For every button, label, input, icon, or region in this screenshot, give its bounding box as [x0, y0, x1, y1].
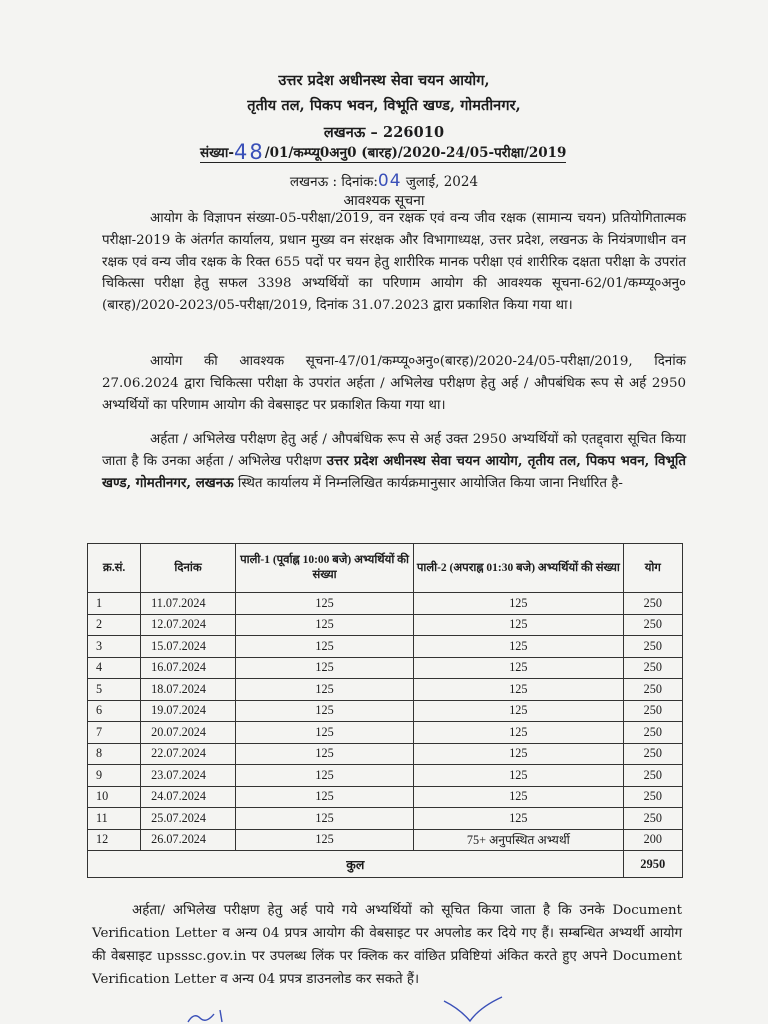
date-prefix: लखनऊ : दिनांक:: [289, 174, 378, 190]
cell-total: 250: [623, 786, 682, 808]
cell-shift-2: 125: [414, 679, 623, 701]
cell-shift-2: 125: [414, 700, 623, 722]
cell-total: 250: [623, 679, 682, 701]
cell-serial: 10: [88, 786, 141, 808]
cell-total: 250: [623, 765, 682, 787]
reference-number: [200, 140, 567, 164]
cell-shift-2: 125: [414, 614, 623, 636]
cell-date: 11.07.2024: [141, 593, 236, 615]
cell-total: 250: [623, 700, 682, 722]
cell-date: 25.07.2024: [141, 808, 236, 830]
cell-serial: 1: [88, 593, 141, 615]
header-shift-2: पाली-2 (अपराह्न 01:30 बजे) अभ्यर्थियों की संख्या: [414, 544, 623, 593]
cell-date: 15.07.2024: [141, 636, 236, 658]
cell-total: 250: [623, 657, 682, 679]
cell-serial: 12: [88, 829, 141, 851]
cell-date: 19.07.2024: [141, 700, 236, 722]
cell-serial: 8: [88, 743, 141, 765]
table-row: [88, 765, 683, 787]
signature-mark-left: [180, 1006, 240, 1024]
cell-shift-2: 125: [414, 657, 623, 679]
paragraph-3-address: उत्तर प्रदेश अधीनस्थ सेवा चयन आयोग, तृतीय तल, पिकप भवन, विभूति खण्ड, गोमतीनगर, लखनऊ: [102, 452, 687, 491]
cell-shift-2: 125: [414, 786, 623, 808]
cell-shift-1: 125: [235, 743, 413, 765]
notice-title: आवश्यक सूचना: [343, 193, 425, 209]
cell-shift-1: 125: [235, 786, 413, 808]
cell-serial: 4: [88, 657, 141, 679]
table-row: [88, 614, 683, 636]
cell-shift-1: 125: [235, 636, 413, 658]
table-row: [88, 743, 683, 765]
table-row: [88, 829, 683, 851]
cell-shift-1: 125: [235, 722, 413, 744]
table-row: [88, 636, 683, 658]
cell-shift-2: 125: [414, 722, 623, 744]
table-row: [88, 722, 683, 744]
header-org-name: उत्तर प्रदेश अधीनस्थ सेवा चयन आयोग,: [278, 72, 490, 89]
cell-total: 200: [623, 829, 682, 851]
cell-total: 250: [623, 636, 682, 658]
date-suffix: जुलाई, 2024: [401, 174, 479, 190]
paragraph-2: आयोग की आवश्यक सूचना-47/01/कम्प्यू०अनु०(बारह)/2020-24/05-परीक्षा/2019, दिनांक 27.06.2024 द्वारा चिकित्सा परीक्षा के उपरांत अर्हता / अभिलेख परीक्षण हेतु अर्ह / औपबंधिक रूप से अर्ह 2950 अभ्यर्थियों का परिणाम आयोग की वेबसाइट पर प्रकाशित किया गया था।: [102, 354, 686, 413]
cell-total: 250: [623, 722, 682, 744]
cell-shift-1: 125: [235, 657, 413, 679]
table-row: [88, 679, 683, 701]
table-row: [88, 700, 683, 722]
cell-total: 250: [623, 743, 682, 765]
table-row: [88, 808, 683, 830]
cell-date: 22.07.2024: [141, 743, 236, 765]
paragraph-3: [102, 429, 686, 494]
table-body: [88, 593, 683, 851]
cell-date: 26.07.2024: [141, 829, 236, 851]
header-address: तृतीय तल, पिकप भवन, विभूति खण्ड, गोमतीनगर,: [247, 97, 521, 114]
cell-total: 250: [623, 808, 682, 830]
cell-serial: 11: [88, 808, 141, 830]
cell-shift-1: 125: [235, 765, 413, 787]
cell-shift-2: 125: [414, 743, 623, 765]
total-value: 2950: [623, 851, 682, 878]
reference-suffix: /01/कम्प्यू0अनु0 (बारह)/2020-24/05-परीक्षा/2019: [264, 145, 567, 161]
table-header-row: [88, 544, 683, 593]
cell-date: 16.07.2024: [141, 657, 236, 679]
cell-serial: 2: [88, 614, 141, 636]
cell-shift-1: 125: [235, 808, 413, 830]
cell-date: 23.07.2024: [141, 765, 236, 787]
cell-serial: 3: [88, 636, 141, 658]
cell-serial: 5: [88, 679, 141, 701]
cell-date: 20.07.2024: [141, 722, 236, 744]
header-date: दिनांक: [141, 544, 236, 593]
cell-shift-2: 75+ अनुपस्थित अभ्यर्थी: [414, 829, 623, 851]
table-row: [88, 657, 683, 679]
total-label: कुल: [88, 851, 624, 878]
cell-serial: 6: [88, 700, 141, 722]
cell-serial: 9: [88, 765, 141, 787]
cell-shift-2: 125: [414, 636, 623, 658]
table-row: [88, 786, 683, 808]
cell-shift-2: 125: [414, 593, 623, 615]
signature-mark-right: [440, 995, 510, 1024]
reference-prefix: संख्या-: [200, 145, 234, 161]
handwritten-day: 04: [377, 171, 402, 191]
cell-shift-1: 125: [235, 829, 413, 851]
table-total-row: [88, 851, 683, 878]
table-row: [88, 593, 683, 615]
paragraph-3-part-a: अर्हता / अभिलेख परीक्षण हेतु अर्ह / औपबंधिक रूप से अर्ह उक्त 2950 अभ्यर्थियों को एतद्द्वारा सूचित किया जाता है कि उनका अर्हता / अभिलेख परीक्षण: [102, 432, 686, 469]
header-total: योग: [623, 544, 682, 593]
header-shift-1: पाली-1 (पूर्वाह्न 10:00 बजे) अभ्यर्थियों की संख्या: [235, 544, 413, 593]
paragraph-1: आयोग के विज्ञापन संख्या-05-परीक्षा/2019, वन रक्षक एवं वन्य जीव रक्षक (सामान्य चयन) प्रतियोगितात्मक परीक्षा-2019 के अंतर्गत कार्यालय, प्रधान मुख्य वन संरक्षक और विभागाध्यक्ष, उत्तर प्रदेश, लखनऊ के नियंत्रणाधीन वन रक्षक एवं वन्य जीव रक्षक के रिक्त 655 पदों पर चयन हेतु शारीरिक मानक परीक्षा एवं शारीरिक दक्षता परीक्षा के उपरांत चिकित्सा परीक्षा हेतु सफल 3398 अभ्यर्थियों का परिणाम आयोग की आवश्यक सूचना-62/01/कम्प्यू०अनु० (बारह)/2020-2023/05-परीक्षा/2019, दिनांक 31.07.2023 द्वारा प्रकाशित किया गया था।: [102, 211, 686, 314]
cell-shift-1: 125: [235, 679, 413, 701]
cell-serial: 7: [88, 722, 141, 744]
header-serial: क्र.सं.: [88, 544, 141, 593]
schedule-table: [87, 543, 683, 878]
cell-shift-1: 125: [235, 614, 413, 636]
header-city-pin: लखनऊ – 226010: [323, 124, 445, 141]
cell-total: 250: [623, 614, 682, 636]
cell-date: 12.07.2024: [141, 614, 236, 636]
date-line: [0, 171, 768, 191]
paragraph-4: अर्हता/ अभिलेख परीक्षण हेतु अर्ह पाये गये अभ्यर्थियों को सूचित किया जाता है कि उनके Document Verification Letter व अन्य 04 प्रपत्र आयोग की वेबसाइट पर अपलोड कर दिये गए हैं। सम्बन्धित अभ्यर्थी आयोग की वेबसाइट upsssc.gov.in पर उपलब्ध लिंक पर क्लिक कर वांछित प्रविष्टियां अंकित करते हुए अपने Document Verification Letter व अन्य 04 प्रपत्र डाउनलोड कर सकते हैं।: [92, 903, 682, 987]
reference-number-line: [200, 140, 566, 164]
paragraph-3-part-c: स्थित कार्यालय में निम्नलिखित कार्यक्रमानुसार आयोजित किया जाना निर्धारित है-: [233, 475, 623, 491]
cell-total: 250: [623, 593, 682, 615]
cell-shift-1: 125: [235, 593, 413, 615]
cell-shift-2: 125: [414, 765, 623, 787]
cell-date: 18.07.2024: [141, 679, 236, 701]
handwritten-number: 48: [233, 140, 265, 164]
cell-shift-2: 125: [414, 808, 623, 830]
cell-date: 24.07.2024: [141, 786, 236, 808]
cell-shift-1: 125: [235, 700, 413, 722]
